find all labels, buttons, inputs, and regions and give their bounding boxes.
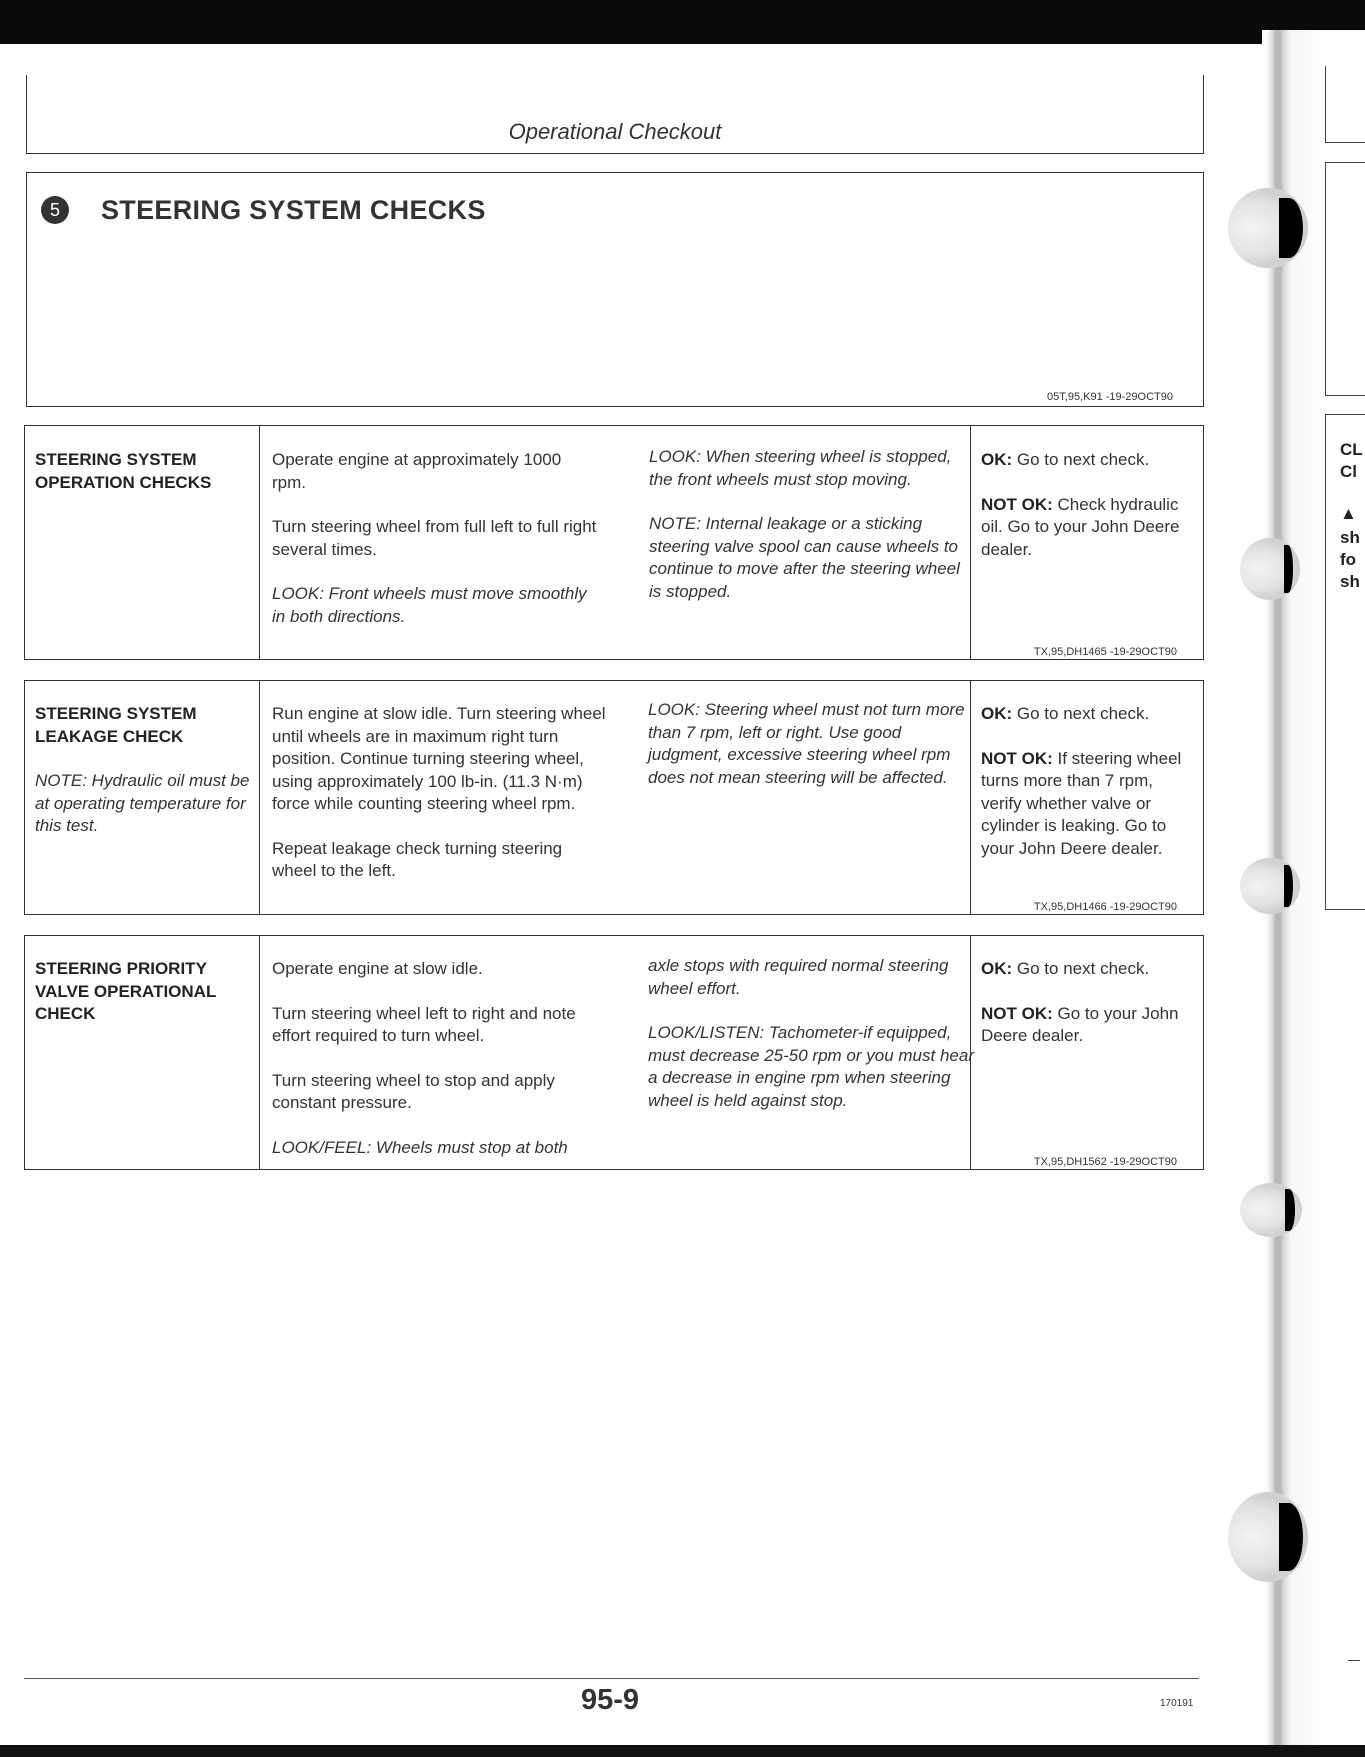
procedure-step: Operate engine at slow idle. [272, 959, 483, 978]
footer-divider [24, 1678, 1199, 1679]
punch-hole [1228, 1492, 1308, 1582]
not-ok-text: If steering wheel turns more than 7 rpm, verify whether valve or cylinder is leaking. Go to your John Deere dealer. [981, 748, 1182, 858]
ok-text: Go to next check. [1016, 450, 1150, 469]
not-ok-result [981, 748, 1196, 861]
next-page-text: fo [1340, 550, 1357, 569]
reference-code: TX,95,DH1466 -19-29OCT90 [1033, 901, 1177, 913]
reference-code: TX,95,DH1465 -19-29OCT90 [1033, 646, 1177, 658]
page-number: 95-9 [580, 1684, 640, 1716]
punch-hole [1240, 538, 1300, 600]
check-title-cell [25, 936, 260, 1169]
check-note: NOTE: Hydraulic oil must be at operating temperature for this test. [35, 771, 250, 835]
look-text: NOTE: Internal leakage or a sticking steering valve spool can cause wheels to continue to move after the steering wheel is stopped. [649, 514, 960, 601]
not-ok-label: NOT OK: [981, 494, 1053, 514]
scan-bottom-border [0, 1745, 1365, 1757]
procedure-step: LOOK/FEEL: Wheels must stop at both [272, 1137, 568, 1157]
procedure-step: Run engine at slow idle. Turn steering wheel until wheels are in maximum right turn position. Continue turning steering wheel, using approximately 100 lb-in. (11.3 N·m) force while counting steering wheel rpm. [272, 704, 606, 813]
ok-label: OK: [981, 704, 1013, 723]
next-page-edge [1325, 66, 1365, 143]
section-header [26, 172, 1204, 407]
next-page-edge [1325, 414, 1365, 910]
next-page-text: CL [1340, 440, 1363, 459]
page-title: Operational Checkout [508, 119, 722, 144]
ok-label: OK: [981, 959, 1013, 978]
next-page-text: sh [1340, 572, 1360, 591]
look-text: axle stops with required normal steering wheel effort. [648, 956, 949, 998]
ok-label: OK: [981, 450, 1013, 469]
warning-icon: ▲ [1340, 504, 1357, 523]
page-header [26, 75, 1204, 154]
procedure-step: Turn steering wheel left to right and note effort required to turn wheel. [272, 1003, 576, 1045]
look-text: LOOK: Steering wheel must not turn more than 7 rpm, left or right. Use good judgment, excessive steering wheel rpm does not mean steering will be affected. [648, 700, 965, 787]
ok-text: Go to next check. [1016, 959, 1150, 978]
not-ok-result [981, 494, 1196, 562]
check-title: STEERING SYSTEM OPERATION CHECKS [35, 450, 212, 492]
check-title-cell [25, 426, 260, 659]
procedure-cell [260, 936, 613, 1169]
not-ok-label: NOT OK: [981, 748, 1053, 768]
punch-hole [1240, 1183, 1302, 1237]
check-row [24, 680, 1204, 915]
scan-top-border [0, 0, 1365, 44]
punch-hole [1228, 188, 1308, 268]
look-text: LOOK: When steering wheel is stopped, the front wheels must stop moving. [649, 447, 952, 489]
check-row [24, 935, 1204, 1170]
section-number-badge: 5 [41, 196, 69, 224]
check-row [24, 425, 1204, 660]
next-page-text: Cl [1340, 462, 1357, 481]
result-cell [970, 681, 1203, 914]
procedure-step: Operate engine at approximately 1000 rpm. [272, 450, 562, 492]
look-cell [613, 936, 974, 1169]
look-text: LOOK/LISTEN: Tachometer-if equipped, must decrease 25-50 rpm or you must hear a decrease in engine rpm when steering wheel is held against stop. [648, 1023, 974, 1110]
next-page-edge [1325, 162, 1365, 396]
result-cell [970, 426, 1203, 659]
procedure-step: Turn steering wheel to stop and apply constant pressure. [272, 1070, 555, 1112]
check-title: STEERING SYSTEM LEAKAGE CHECK [35, 704, 197, 746]
ok-result [981, 958, 1196, 981]
reference-code: TX,95,DH1562 -19-29OCT90 [1033, 1156, 1177, 1168]
procedure-step: LOOK: Front wheels must move smoothly in both directions. [272, 584, 587, 626]
not-ok-result [981, 1003, 1196, 1048]
footer-code: 170191 [1160, 1698, 1194, 1709]
procedure-cell [260, 426, 613, 659]
result-cell [970, 936, 1203, 1169]
procedure-step: Repeat leakage check turning steering wheel to the left. [272, 838, 563, 880]
not-ok-label: NOT OK: [981, 1003, 1053, 1023]
check-title: STEERING PRIORITY VALVE OPERATIONAL CHECK [35, 959, 217, 1023]
ok-result [981, 703, 1196, 726]
ok-text: Go to next check. [1016, 704, 1150, 723]
next-page-edge [1348, 1660, 1360, 1661]
not-ok-text: Go to your John Deere dealer. [981, 1003, 1179, 1045]
punch-hole [1240, 858, 1300, 914]
look-cell [613, 681, 970, 914]
look-cell [613, 426, 970, 659]
procedure-step: Turn steering wheel from full left to full right several times. [272, 517, 597, 559]
check-title-cell [25, 681, 260, 914]
next-page-text: sh [1340, 528, 1360, 547]
reference-code: 05T,95,K91 -19-29OCT90 [1047, 391, 1173, 403]
section-title: STEERING SYSTEM CHECKS [101, 195, 486, 225]
procedure-cell [260, 681, 613, 914]
ok-result [981, 449, 1196, 472]
not-ok-text: Check hydraulic oil. Go to your John Deere dealer. [981, 494, 1180, 559]
